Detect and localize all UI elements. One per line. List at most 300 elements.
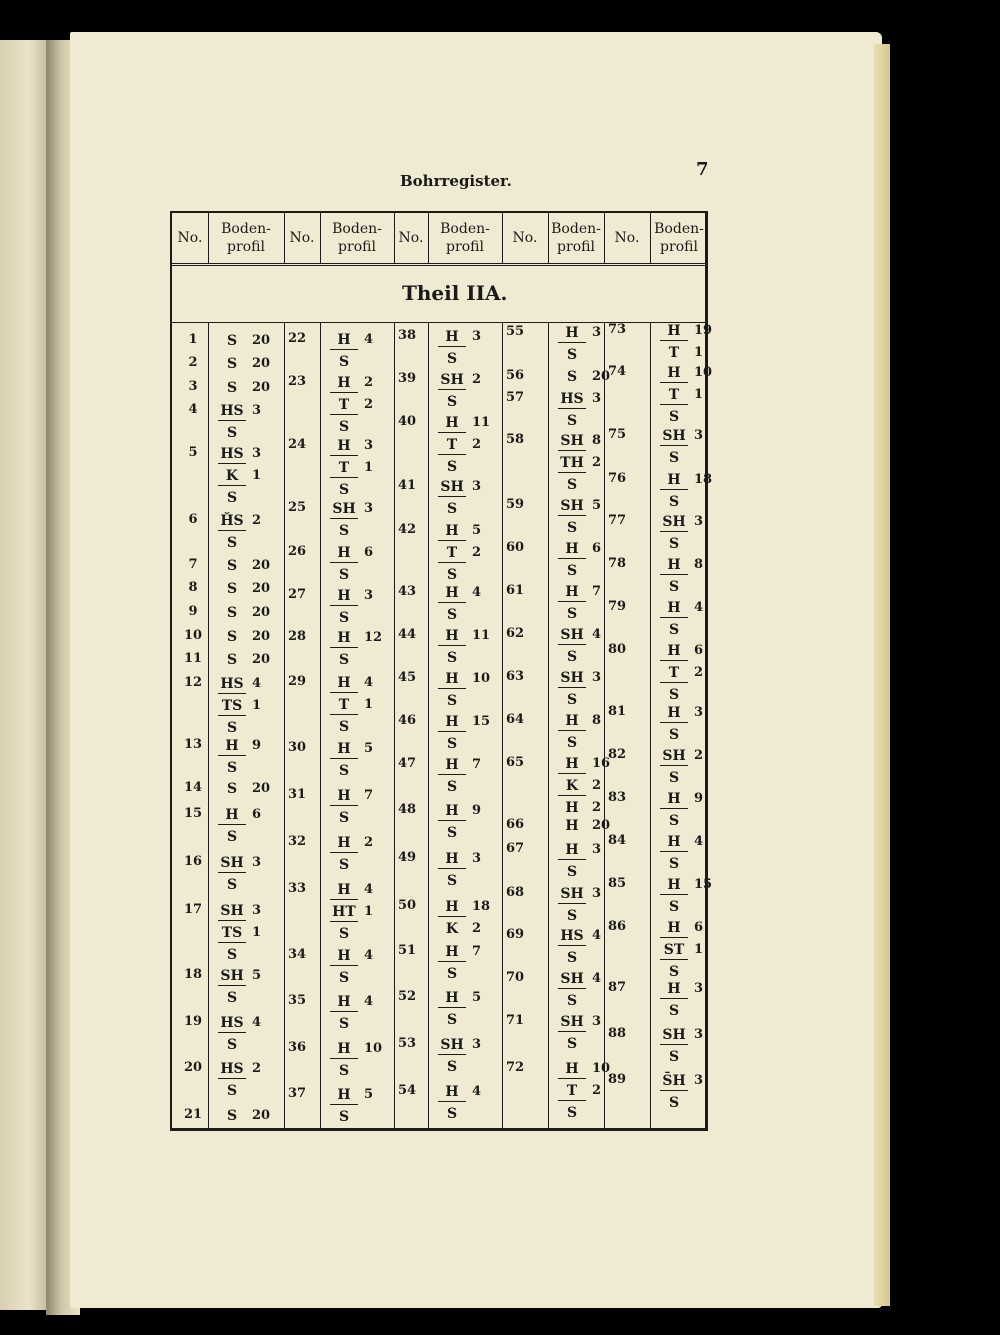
layer-thickness: 3	[364, 588, 374, 603]
entry-number: 7	[188, 557, 198, 572]
running-header: Bohrregister.	[400, 172, 512, 190]
layer-thickness: 3	[592, 1014, 602, 1029]
layer-symbol: S	[566, 864, 578, 880]
layer-symbol: SH	[558, 1011, 586, 1032]
layer-symbol: SH	[218, 852, 246, 873]
header-profile-line-2: profil	[227, 239, 265, 255]
layer-thickness: 15	[472, 714, 491, 729]
layer-thickness: 3	[592, 670, 602, 685]
layer-symbol: H	[330, 372, 358, 393]
entry-number: 66	[505, 817, 525, 832]
layer-thickness: 20	[252, 605, 271, 620]
entry-number: 18	[183, 967, 203, 982]
layer-thickness: 2	[472, 437, 482, 452]
layer-symbol: H	[660, 788, 688, 809]
layer-symbol: S	[566, 1105, 578, 1121]
layer-symbol: S	[446, 394, 458, 410]
entry-number: 21	[183, 1107, 203, 1122]
layer-thickness: 7	[364, 788, 374, 803]
layer-symbol: SH	[558, 883, 586, 904]
entry-number: 60	[505, 540, 525, 555]
layer-symbol: TS	[218, 695, 246, 716]
layer-symbol: H	[660, 874, 688, 895]
layer-thickness: 4	[364, 675, 374, 690]
layer-symbol: S	[446, 779, 458, 795]
layer-thickness: 3	[694, 514, 704, 529]
layer-symbol: S	[338, 1016, 350, 1032]
entry-number: 78	[607, 556, 627, 571]
header-profile-line-2: profil	[660, 239, 698, 255]
layer-thickness: 5	[252, 968, 262, 983]
layer-symbol: SH	[558, 667, 586, 688]
layer-thickness: 2	[252, 513, 262, 528]
layer-thickness: 5	[472, 990, 482, 1005]
layer-thickness: 4	[694, 600, 704, 615]
page-stack-edge	[874, 44, 890, 1306]
layer-symbol: H	[330, 879, 358, 900]
bore-register-table	[170, 211, 713, 1131]
entry-number: 35	[287, 993, 307, 1008]
header-profile-label	[208, 213, 284, 263]
layer-thickness: 2	[472, 372, 482, 387]
entry-number: 38	[397, 328, 417, 343]
layer-thickness: 1	[694, 345, 704, 360]
header-profile-label	[320, 213, 394, 263]
column-rule	[394, 213, 395, 263]
layer-symbol: S	[566, 735, 578, 751]
layer-symbol: H	[660, 554, 688, 575]
layer-thickness: 3	[252, 403, 262, 418]
entry-number: 84	[607, 833, 627, 848]
entry-number: 2	[188, 355, 198, 370]
entry-number: 56	[505, 368, 525, 383]
layer-symbol: T	[330, 694, 358, 715]
layer-symbol: S	[338, 567, 350, 583]
layer-thickness: 4	[592, 971, 602, 986]
layer-symbol: H	[565, 818, 579, 834]
entry-number: 32	[287, 834, 307, 849]
layer-symbol: H	[660, 597, 688, 618]
layer-symbol: S	[226, 829, 238, 845]
layer-symbol: S	[566, 993, 578, 1009]
layer-symbol: S	[226, 652, 238, 668]
layer-symbol: S	[338, 482, 350, 498]
layer-thickness: 1	[694, 387, 704, 402]
layer-symbol: S	[566, 520, 578, 536]
layer-symbol: H	[660, 362, 688, 383]
column-rule	[604, 323, 605, 1129]
entry-number: 86	[607, 919, 627, 934]
layer-symbol: HS	[218, 1058, 246, 1079]
layer-symbol: HS	[218, 400, 246, 421]
entry-number: 39	[397, 371, 417, 386]
entry-number: 59	[505, 497, 525, 512]
layer-thickness: 20	[252, 652, 271, 667]
layer-thickness: 6	[592, 541, 602, 556]
layer-thickness: 20	[252, 581, 271, 596]
entry-number: 37	[287, 1086, 307, 1101]
layer-symbol: S	[446, 693, 458, 709]
layer-symbol: H	[330, 991, 358, 1012]
column-rule	[284, 213, 285, 263]
layer-symbol: S	[338, 419, 350, 435]
layer-thickness: 2	[694, 665, 704, 680]
layer-thickness: 8	[694, 557, 704, 572]
entry-number: 6	[188, 512, 198, 527]
column-rule	[650, 213, 651, 263]
entry-number: 36	[287, 1040, 307, 1055]
entry-number: 16	[183, 854, 203, 869]
entry-number: 27	[287, 587, 307, 602]
layer-thickness: 3	[472, 1037, 482, 1052]
entry-number: 89	[607, 1072, 627, 1087]
entry-number: 1	[188, 332, 198, 347]
layer-thickness: 5	[364, 1087, 374, 1102]
layer-thickness: 4	[364, 332, 374, 347]
layer-symbol: H	[330, 585, 358, 606]
entry-number: 54	[397, 1083, 417, 1098]
layer-thickness: 3	[592, 842, 602, 857]
entry-number: 20	[183, 1060, 203, 1075]
entry-number: 10	[183, 628, 203, 643]
entry-number: 70	[505, 970, 525, 985]
layer-symbol: H	[438, 412, 466, 433]
layer-symbol: H	[438, 987, 466, 1008]
layer-symbol: H	[558, 322, 586, 343]
header-profile-line-2: profil	[446, 239, 484, 255]
layer-symbol: S	[566, 606, 578, 622]
column-rule	[320, 323, 321, 1129]
layer-symbol: H	[558, 1058, 586, 1079]
layer-thickness: 6	[694, 643, 704, 658]
header-profile-line-1: Boden-	[654, 221, 704, 237]
layer-symbol: SH	[558, 430, 586, 451]
layer-thickness: 10	[364, 1041, 383, 1056]
layer-symbol: S	[566, 369, 578, 385]
entry-number: 23	[287, 374, 307, 389]
layer-symbol: S	[566, 649, 578, 665]
layer-thickness: 6	[364, 545, 374, 560]
layer-symbol: S	[446, 459, 458, 475]
layer-symbol: S	[446, 650, 458, 666]
layer-symbol: H	[660, 831, 688, 852]
layer-symbol: H	[438, 326, 466, 347]
layer-symbol: SH	[660, 425, 688, 446]
entry-number: 42	[397, 522, 417, 537]
layer-symbol: H	[438, 711, 466, 732]
layer-thickness: 12	[364, 630, 383, 645]
layer-symbol: S	[668, 1095, 680, 1111]
layer-symbol: K	[218, 465, 246, 486]
layer-symbol: S	[226, 990, 238, 1006]
layer-symbol: HS	[558, 925, 586, 946]
entry-number: 57	[505, 390, 525, 405]
layer-thickness: 2	[592, 778, 602, 793]
layer-thickness: 3	[694, 428, 704, 443]
layer-symbol: H	[330, 1038, 358, 1059]
layer-symbol: S	[566, 950, 578, 966]
layer-thickness: 3	[364, 501, 374, 516]
layer-symbol: ȞS	[218, 510, 246, 531]
entry-number: 65	[505, 755, 525, 770]
entry-number: 52	[397, 989, 417, 1004]
entry-number: 74	[607, 364, 627, 379]
column-rule	[548, 213, 549, 263]
entry-number: 29	[287, 674, 307, 689]
header-no-label: No.	[398, 230, 424, 246]
entry-number: 3	[188, 379, 198, 394]
layer-thickness: 3	[472, 479, 482, 494]
page-number: 7	[696, 159, 709, 180]
layer-thickness: 4	[592, 627, 602, 642]
layer-symbol: S	[668, 964, 680, 980]
layer-thickness: 9	[252, 738, 262, 753]
entry-number: 8	[188, 580, 198, 595]
layer-symbol: HS	[218, 673, 246, 694]
layer-symbol: S	[446, 1106, 458, 1122]
entry-number: 64	[505, 712, 525, 727]
entry-number: 77	[607, 513, 627, 528]
layer-symbol: T	[660, 662, 688, 683]
entry-number: 4	[188, 402, 198, 417]
layer-symbol: H	[330, 785, 358, 806]
layer-thickness: 1	[364, 697, 374, 712]
layer-thickness: 1	[252, 468, 262, 483]
layer-symbol: S	[566, 413, 578, 429]
layer-symbol: S	[226, 781, 238, 797]
layer-thickness: 4	[364, 882, 374, 897]
entry-number: 63	[505, 669, 525, 684]
entry-number: 12	[183, 675, 203, 690]
column-rule	[428, 323, 429, 1129]
layer-thickness: 1	[364, 904, 374, 919]
entry-number: 87	[607, 980, 627, 995]
entry-number: 49	[397, 850, 417, 865]
entry-number: 40	[397, 414, 417, 429]
layer-thickness: 20	[252, 629, 271, 644]
layer-thickness: 5	[472, 523, 482, 538]
layer-symbol: S	[338, 1063, 350, 1079]
layer-symbol: S	[566, 692, 578, 708]
layer-thickness: 3	[592, 886, 602, 901]
layer-symbol: S	[226, 558, 238, 574]
entry-number: 76	[607, 471, 627, 486]
layer-thickness: 7	[472, 944, 482, 959]
layer-symbol: H	[330, 738, 358, 759]
layer-symbol: H	[660, 702, 688, 723]
layer-thickness: 4	[694, 834, 704, 849]
layer-symbol: S	[226, 877, 238, 893]
entry-number: 68	[505, 885, 525, 900]
layer-symbol: S	[668, 1003, 680, 1019]
layer-symbol: H	[330, 832, 358, 853]
layer-symbol: S	[668, 770, 680, 786]
entry-number: 13	[183, 737, 203, 752]
layer-symbol: S	[226, 1083, 238, 1099]
entry-number: 19	[183, 1014, 203, 1029]
layer-thickness: 20	[252, 356, 271, 371]
layer-symbol: T	[660, 384, 688, 405]
entry-number: 5	[188, 445, 198, 460]
entry-number: 58	[505, 432, 525, 447]
layer-symbol: H	[438, 754, 466, 775]
layer-symbol: S	[226, 535, 238, 551]
layer-symbol: H	[330, 435, 358, 456]
layer-thickness: 9	[472, 803, 482, 818]
layer-symbol: ST	[660, 939, 688, 960]
layer-symbol: H	[218, 735, 246, 756]
layer-symbol: S	[446, 736, 458, 752]
layer-symbol: S	[668, 409, 680, 425]
column-rule	[208, 323, 209, 1129]
entry-number: 14	[183, 780, 203, 795]
entry-number: 30	[287, 740, 307, 755]
layer-symbol: SH	[660, 1024, 688, 1045]
layer-symbol: S	[668, 536, 680, 552]
layer-symbol: S	[338, 1109, 350, 1125]
layer-thickness: 4	[472, 1084, 482, 1099]
layer-thickness: 5	[364, 741, 374, 756]
layer-symbol: S	[446, 567, 458, 583]
layer-thickness: 3	[252, 446, 262, 461]
entry-number: 62	[505, 626, 525, 641]
layer-symbol: H	[330, 945, 358, 966]
layer-symbol: S	[338, 857, 350, 873]
layer-symbol: T	[438, 434, 466, 455]
layer-thickness: 10	[694, 365, 713, 380]
layer-symbol: S	[226, 760, 238, 776]
layer-symbol: S	[668, 494, 680, 510]
header-profile-line-1: Boden-	[551, 221, 601, 237]
layer-symbol: T	[330, 457, 358, 478]
layer-symbol: S	[226, 720, 238, 736]
layer-thickness: 7	[472, 757, 482, 772]
layer-symbol: TS	[218, 922, 246, 943]
column-rule	[208, 213, 209, 263]
layer-symbol: H	[218, 804, 246, 825]
layer-symbol: S	[668, 450, 680, 466]
layer-symbol: HS	[558, 388, 586, 409]
entry-number: 69	[505, 927, 525, 942]
layer-symbol: H	[558, 753, 586, 774]
layer-symbol: K	[558, 775, 586, 796]
layer-symbol: S	[566, 563, 578, 579]
layer-symbol: S	[226, 333, 238, 349]
layer-symbol: H	[558, 538, 586, 559]
layer-thickness: 4	[592, 928, 602, 943]
layer-symbol: H	[660, 320, 688, 341]
layer-symbol: T	[668, 345, 680, 361]
entry-number: 79	[607, 599, 627, 614]
layer-symbol: S	[566, 347, 578, 363]
layer-symbol: S	[446, 1059, 458, 1075]
entry-number: 48	[397, 802, 417, 817]
layer-symbol: H	[558, 839, 586, 860]
layer-symbol: H	[330, 1084, 358, 1105]
entry-number: 75	[607, 427, 627, 442]
layer-symbol: S	[226, 1108, 238, 1124]
layer-symbol: S	[338, 719, 350, 735]
header-no-label: No.	[614, 230, 640, 246]
entry-number: 34	[287, 947, 307, 962]
layer-symbol: T	[330, 394, 358, 415]
entry-number: 53	[397, 1036, 417, 1051]
layer-thickness: 6	[694, 920, 704, 935]
layer-thickness: 2	[364, 835, 374, 850]
section-title: Theil IIA.	[402, 281, 508, 305]
entry-number: 47	[397, 756, 417, 771]
column-rule	[502, 213, 503, 263]
entry-number: 61	[505, 583, 525, 598]
layer-symbol: S	[338, 763, 350, 779]
layer-symbol: S	[226, 380, 238, 396]
layer-symbol: S	[226, 1037, 238, 1053]
layer-thickness: 2	[364, 375, 374, 390]
entry-number: 41	[397, 478, 417, 493]
layer-symbol: SH	[438, 369, 466, 390]
header-no-label: No.	[177, 230, 203, 246]
layer-symbol: S	[446, 501, 458, 517]
layer-symbol: TH	[558, 452, 586, 473]
layer-symbol: S	[338, 926, 350, 942]
layer-symbol: H	[660, 978, 688, 999]
layer-symbol: S	[668, 899, 680, 915]
layer-symbol: H	[558, 710, 586, 731]
layer-thickness: 4	[472, 585, 482, 600]
column-rule	[604, 213, 605, 263]
layer-thickness: 19	[694, 323, 713, 338]
layer-symbol: HS	[218, 443, 246, 464]
layer-thickness: 20	[252, 333, 271, 348]
layer-symbol: S	[668, 579, 680, 595]
layer-symbol: S	[338, 610, 350, 626]
layer-thickness: 3	[592, 325, 602, 340]
entry-number: 82	[607, 747, 627, 762]
layer-symbol: S	[338, 810, 350, 826]
layer-symbol: H	[438, 668, 466, 689]
entry-number: 51	[397, 943, 417, 958]
layer-symbol: S	[566, 1036, 578, 1052]
layer-thickness: 4	[252, 1015, 262, 1030]
header-profile-line-1: Boden-	[440, 221, 490, 237]
layer-symbol: S	[226, 425, 238, 441]
layer-thickness: 18	[694, 472, 713, 487]
layer-symbol: S	[338, 523, 350, 539]
entry-number: 31	[287, 787, 307, 802]
layer-symbol: S	[446, 607, 458, 623]
layer-symbol: SH	[438, 476, 466, 497]
entry-number: 85	[607, 876, 627, 891]
layer-symbol: T	[558, 1080, 586, 1101]
layer-thickness: 20	[252, 781, 271, 796]
layer-symbol: H	[438, 800, 466, 821]
layer-symbol: S̄H	[660, 1070, 688, 1091]
layer-thickness: 3	[472, 851, 482, 866]
layer-thickness: 10	[592, 1061, 611, 1076]
entry-number: 71	[505, 1013, 525, 1028]
layer-thickness: 3	[472, 329, 482, 344]
header-no-label: No.	[289, 230, 315, 246]
layer-symbol: SH	[558, 968, 586, 989]
entry-number: 72	[505, 1060, 525, 1075]
layer-symbol: H	[330, 627, 358, 648]
layer-symbol: T	[438, 542, 466, 563]
entry-number: 17	[183, 902, 203, 917]
layer-thickness: 4	[252, 676, 262, 691]
header-no-label: No.	[512, 230, 538, 246]
layer-thickness: 20	[592, 818, 611, 833]
layer-symbol: H	[330, 329, 358, 350]
